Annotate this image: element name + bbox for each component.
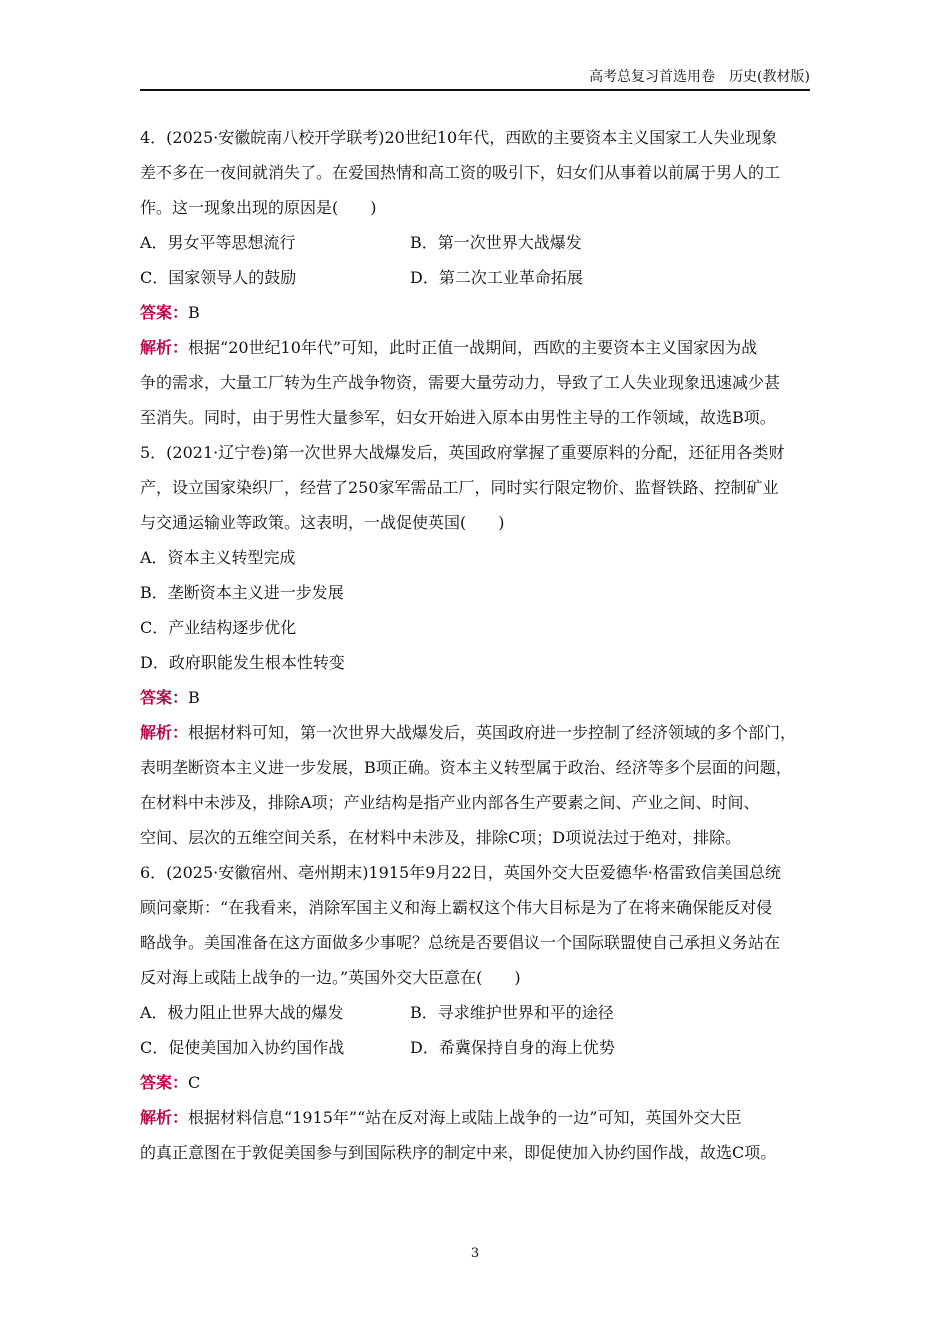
question-6-answer-value: C xyxy=(188,1073,201,1092)
question-6-analysis-line: 的真正意图在于敦促美国参与到国际秩序的制定中来，即促使加入协约国作战，故选C项。 xyxy=(140,1143,777,1162)
answer-label: 答案： xyxy=(140,1073,189,1092)
answer-label: 答案： xyxy=(140,688,189,707)
question-5-analysis-line: 空间、层次的五维空间关系，在材料中未涉及，排除C项；D项说法过于绝对，排除。 xyxy=(140,828,742,847)
question-6-stem-line: 顾问豪斯：“在我看来，消除军国主义和海上霸权这个伟大目标是为了在将来确保能反对侵 xyxy=(140,898,773,917)
page-number: 3 xyxy=(470,1246,480,1261)
question-5-stem-line: 产，设立国家染织厂，经营了250家军需品工厂，同时实行限定物价、监督铁路、控制矿业 xyxy=(140,478,779,497)
question-4-stem-line: 差不多在一夜间就消失了。在爱国热情和高工资的吸引下，妇女们从事着以前属于男人的工 xyxy=(140,163,781,182)
question-5-option-b: B．垄断资本主义进一步发展 xyxy=(140,583,344,602)
question-6-analysis-line xyxy=(140,1100,816,1135)
question-4-analysis-line xyxy=(140,330,816,365)
question-4-analysis-line: 至消失。同时，由于男性大量参军，妇女开始进入原本由男性主导的工作领域，故选B项。 xyxy=(140,408,776,427)
question-4-analysis-text: 根据“20世纪10年代”可知，此时正值一战期间，西欧的主要资本主义国家因为战 xyxy=(188,338,758,357)
question-5-option-a: A．资本主义转型完成 xyxy=(140,548,296,567)
running-header: 高考总复习首选用卷 历史(教材版) xyxy=(589,69,810,85)
question-4-analysis-line: 争的需求，大量工厂转为生产战争物资，需要大量劳动力，导致了工人失业现象迅速减少甚 xyxy=(140,373,781,392)
question-6-options-row-1 xyxy=(140,995,816,1030)
analysis-label: 解析： xyxy=(140,338,189,357)
question-6-option-a: A．极力阻止世界大战的爆发 xyxy=(140,1003,344,1022)
page-body xyxy=(140,120,816,1170)
question-4 xyxy=(140,120,816,435)
question-5-option-d: D．政府职能发生根本性转变 xyxy=(140,653,345,672)
answer-label: 答案： xyxy=(140,303,189,322)
question-4-option-b: B．第一次世界大战爆发 xyxy=(410,233,582,252)
question-4-stem-line: 作。这一现象出现的原因是( ) xyxy=(140,198,377,217)
question-6-option-b: B．寻求维护世界和平的途径 xyxy=(410,1003,614,1022)
question-6-stem-line: 反对海上或陆上战争的一边。”英国外交大臣意在( ) xyxy=(140,968,521,987)
question-4-stem-line: 4．(2025·安徽皖南八校开学联考)20世纪10年代，西欧的主要资本主义国家工人失业现象 xyxy=(140,128,778,147)
question-5-stem-line: 与交通运输业等政策。这表明，一战促使英国( ) xyxy=(140,513,505,532)
question-6-stem-line: 6．(2025·安徽宿州、亳州期末)1915年9月22日，英国外交大臣爱德华·格雷致信美国总统 xyxy=(140,863,781,882)
question-5 xyxy=(140,435,816,855)
question-4-option-d: D．第二次工业革命拓展 xyxy=(410,268,583,287)
question-4-answer-value: B xyxy=(188,303,200,322)
question-6-option-c: C．促使美国加入协约国作战 xyxy=(140,1038,345,1057)
question-4-answer xyxy=(140,295,816,330)
question-5-analysis-line: 在材料中未涉及，排除A项；产业结构是指产业内部各生产要素之间、产业之间、时间、 xyxy=(140,793,760,812)
question-6-answer xyxy=(140,1065,816,1100)
question-5-stem-line: 5．(2021·辽宁卷)第一次世界大战爆发后，英国政府掌握了重要原料的分配，还征用各类财 xyxy=(140,443,785,462)
analysis-label: 解析： xyxy=(140,1108,189,1127)
question-4-options-row-1 xyxy=(140,225,816,260)
question-5-answer xyxy=(140,680,816,715)
question-5-option-c: C．产业结构逐步优化 xyxy=(140,618,297,637)
question-5-analysis-line xyxy=(140,715,816,750)
header-rule xyxy=(140,89,810,91)
analysis-label: 解析： xyxy=(140,723,189,742)
question-5-analysis-text: 根据材料可知，第一次世界大战爆发后，英国政府进一步控制了经济领域的多个部门， xyxy=(188,723,797,742)
question-6-options-row-2 xyxy=(140,1030,816,1065)
question-6 xyxy=(140,855,816,1170)
question-6-option-d: D．希冀保持自身的海上优势 xyxy=(410,1038,615,1057)
question-5-analysis-line: 表明垄断资本主义进一步发展，B项正确。资本主义转型属于政治、经济等多个层面的问题， xyxy=(140,758,792,777)
question-6-analysis-text: 根据材料信息“1915年”“站在反对海上或陆上战争的一边”可知，英国外交大臣 xyxy=(188,1108,742,1127)
question-4-option-c: C．国家领导人的鼓励 xyxy=(140,268,297,287)
question-5-answer-value: B xyxy=(188,688,200,707)
question-4-option-a: A．男女平等思想流行 xyxy=(140,233,296,252)
question-4-options-row-2 xyxy=(140,260,816,295)
question-6-stem-line: 略战争。美国准备在这方面做多少事呢？总统是否要倡议一个国际联盟使自己承担义务站在 xyxy=(140,933,781,952)
